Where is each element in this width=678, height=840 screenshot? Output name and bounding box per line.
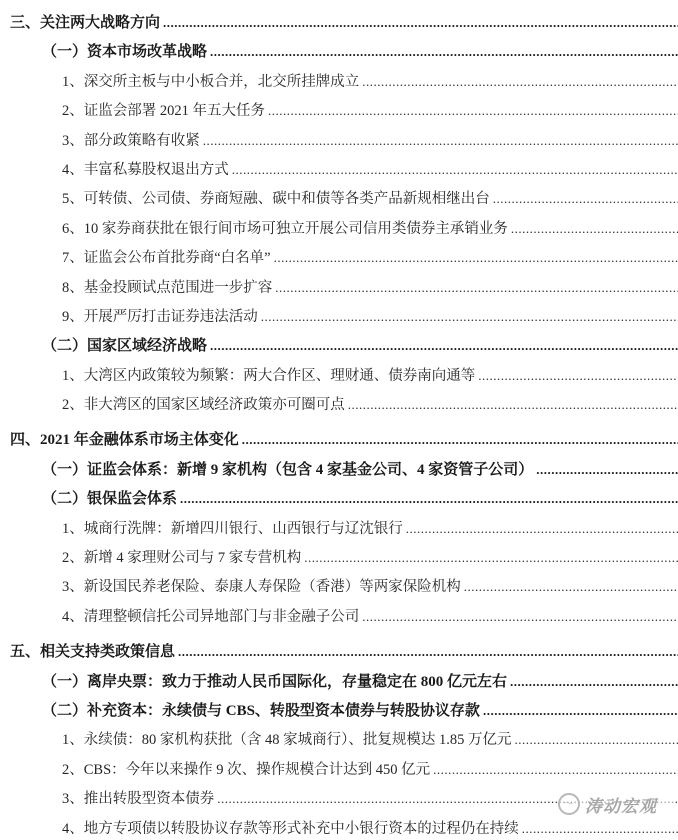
dot-leader <box>433 755 678 784</box>
toc-entry-label: 2、新增 4 家理财公司与 7 家专营机构 <box>62 550 302 567</box>
dot-leader <box>515 725 678 754</box>
toc-entry[interactable] <box>0 784 678 813</box>
dot-leader <box>536 455 678 484</box>
toc-entry[interactable] <box>0 361 678 390</box>
toc-entry[interactable] <box>0 96 678 125</box>
toc-entry-label: 1、深交所主板与中小板合并，北交所挂牌成立 <box>62 73 360 90</box>
toc-entry[interactable] <box>0 214 678 243</box>
toc-entry-label: 8、基金投顾试点范围进一步扩容 <box>62 279 273 296</box>
dot-leader <box>464 572 678 601</box>
dot-leader <box>163 8 678 37</box>
toc-entry[interactable] <box>0 184 678 213</box>
toc-entry[interactable] <box>0 67 678 96</box>
toc-entry[interactable] <box>0 602 678 631</box>
toc-entry[interactable] <box>0 814 678 840</box>
dot-leader <box>261 302 678 331</box>
wave-circle-logo-icon: 〜 <box>558 793 580 815</box>
dot-leader <box>232 155 678 184</box>
dot-leader <box>268 96 678 125</box>
toc-entry-label: （一）资本市场改革战略 <box>42 44 208 61</box>
toc-entry[interactable] <box>0 696 678 725</box>
toc-entry[interactable] <box>0 390 678 419</box>
toc-entry-label: 3、部分政策略有收紧 <box>62 132 200 149</box>
toc-entry-label: （一）证监会体系：新增 9 家机构（包含 4 家基金公司、4 家资管子公司） <box>42 461 534 478</box>
toc-entry-label: 1、大湾区内政策较为频繁：两大合作区、理财通、债券南向通等 <box>62 367 476 384</box>
toc-entry-label: 3、推出转股型资本债券 <box>62 791 215 808</box>
toc-entry-label: 6、10 家券商获批在银行间市场可独立开展公司信用类债券主承销业务 <box>62 220 508 237</box>
dot-leader <box>242 425 678 454</box>
toc-entry-label: 4、地方专项债以转股协议存款等形式补充中小银行资本的过程仍在持续 <box>62 820 519 837</box>
toc-entry-label: 7、证监会公布首批券商“白名单” <box>62 250 271 267</box>
dot-leader <box>362 602 678 631</box>
watermark-label: 涛动宏观 <box>585 796 657 816</box>
toc-entry-label: （一）离岸央票：致力于推动人民币国际化，存量稳定在 800 亿元左右 <box>42 673 508 690</box>
dot-leader <box>180 484 678 513</box>
toc-entry[interactable] <box>0 514 678 543</box>
dot-leader <box>511 214 678 243</box>
toc-entry[interactable] <box>0 725 678 754</box>
toc-entry[interactable] <box>0 455 678 484</box>
toc-entry[interactable] <box>0 572 678 601</box>
toc-entry[interactable] <box>0 273 678 302</box>
toc-entry[interactable] <box>0 484 678 513</box>
toc-entry[interactable] <box>0 37 678 66</box>
toc-entry-label: 4、清理整顿信托公司异地部门与非金融子公司 <box>62 608 360 625</box>
toc-entry-label: （二）国家区域经济战略 <box>42 338 208 355</box>
toc-entry-label: 2、非大湾区的国家区域经济政策亦可圈可点 <box>62 397 345 414</box>
toc-entry-label: 2、证监会部署 2021 年五大任务 <box>62 103 265 120</box>
toc-entry-label: （二）补充资本：永续债与 CBS、转股型资本债券与转股协议存款 <box>42 702 480 719</box>
toc-entry[interactable] <box>0 155 678 184</box>
toc-entry[interactable] <box>0 637 678 666</box>
dot-leader <box>217 784 678 813</box>
dot-leader <box>178 637 678 666</box>
toc-entry[interactable] <box>0 302 678 331</box>
dot-leader <box>210 37 678 66</box>
toc-entry[interactable] <box>0 243 678 272</box>
dot-leader <box>406 514 678 543</box>
toc-entry[interactable] <box>0 126 678 155</box>
toc-entry-label: 1、永续债：80 家机构获批（含 48 家城商行）、批复规模达 1.85 万亿元 <box>62 732 512 749</box>
toc-entry-label: （二）银保监会体系 <box>42 491 178 508</box>
toc-entry[interactable] <box>0 543 678 572</box>
dot-leader <box>522 814 678 840</box>
dot-leader <box>478 361 678 390</box>
toc-entry-label: 5、可转债、公司债、券商短融、碳中和债等各类产品新规相继出台 <box>62 191 490 208</box>
toc-entry[interactable] <box>0 667 678 696</box>
toc-entry-label: 3、新设国民养老保险、泰康人寿保险（香港）等两家保险机构 <box>62 579 461 596</box>
toc-entry[interactable] <box>0 8 678 37</box>
toc-entry[interactable] <box>0 755 678 784</box>
toc-entry-label: 9、开展严厉打击证券违法活动 <box>62 308 258 325</box>
toc-entry[interactable] <box>0 331 678 360</box>
toc-entry-label: 1、城商行洗牌：新增四川银行、山西银行与辽沈银行 <box>62 520 403 537</box>
dot-leader <box>493 184 678 213</box>
dot-leader <box>210 331 678 360</box>
dot-leader <box>203 126 678 155</box>
toc-entry-label: 三、关注两大战略方向 <box>10 15 161 31</box>
dot-leader <box>483 696 678 725</box>
dot-leader <box>304 543 678 572</box>
dot-leader <box>275 273 678 302</box>
toc-entry-label: 四、2021 年金融体系市场主体变化 <box>10 432 239 449</box>
dot-leader <box>510 667 678 696</box>
dot-leader <box>348 390 678 419</box>
toc-entry-label: 4、丰富私募股权退出方式 <box>62 161 229 178</box>
dot-leader <box>362 67 678 96</box>
toc-entry[interactable] <box>0 425 678 454</box>
toc-entry-label: 2、CBS：今年以来操作 9 次、操作规模合计达到 450 亿元 <box>62 761 431 778</box>
toc-list <box>0 8 678 840</box>
dot-leader <box>274 243 678 272</box>
toc-entry-label: 五、相关支持类政策信息 <box>10 644 176 661</box>
